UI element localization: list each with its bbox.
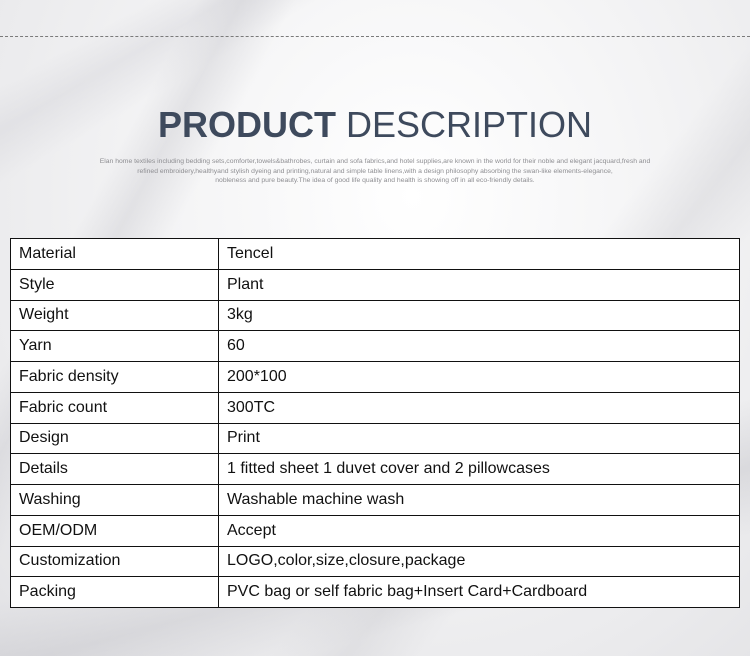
spec-label-cell: Design: [11, 423, 219, 454]
table-row: [11, 485, 740, 516]
table-row: [11, 331, 740, 362]
table-row: [11, 515, 740, 546]
intro-paragraph: [0, 157, 750, 186]
intro-line: nobleness and pure beauty.The idea of good life quality and health is showing off in all eco-friendly details.: [215, 177, 535, 185]
spec-value-cell: 3kg: [219, 300, 740, 331]
spec-label-cell: Washing: [11, 485, 219, 516]
specification-table-body: [11, 239, 740, 608]
table-row: [11, 423, 740, 454]
spec-value-cell: Tencel: [219, 239, 740, 270]
spec-label-cell: Customization: [11, 546, 219, 577]
table-row: [11, 239, 740, 270]
intro-line: Elan home textiles including bedding sets,comforter,towels&bathrobes, curtain and sofa fabrics,and hotel supplies,are known in the world for their noble and elegant jacquard,fresh and: [99, 158, 651, 165]
spec-label-cell: Fabric density: [11, 362, 219, 393]
title-bold-word: PRODUCT: [157, 104, 336, 145]
spec-value-cell: 200*100: [219, 362, 740, 393]
table-row: [11, 362, 740, 393]
spec-label-cell: Details: [11, 454, 219, 485]
spec-label-cell: Style: [11, 269, 219, 300]
spec-label-cell: Material: [11, 239, 219, 270]
spec-label-cell: Weight: [11, 300, 219, 331]
spec-value-cell: Plant: [219, 269, 740, 300]
spec-value-cell: 1 fitted sheet 1 duvet cover and 2 pillowcases: [219, 454, 740, 485]
spec-label-cell: Packing: [11, 577, 219, 608]
table-row: [11, 454, 740, 485]
spec-label-cell: OEM/ODM: [11, 515, 219, 546]
table-row: [11, 546, 740, 577]
table-row: [11, 300, 740, 331]
spec-value-cell: Print: [219, 423, 740, 454]
specification-table: [10, 238, 740, 608]
table-row: [11, 577, 740, 608]
spec-value-cell: PVC bag or self fabric bag+Insert Card+Cardboard: [219, 577, 740, 608]
table-row: [11, 269, 740, 300]
spec-label-cell: Fabric count: [11, 392, 219, 423]
spec-value-cell: Accept: [219, 515, 740, 546]
spec-value-cell: LOGO,color,size,closure,package: [219, 546, 740, 577]
page-title: [0, 104, 750, 146]
intro-line: refined embroidery,healthyand stylish dyeing and printing,natural and simple table linens,with a design philosophy absorbing the swan-like elements-elegance,: [137, 167, 613, 175]
spec-label-cell: Yarn: [11, 331, 219, 362]
top-dashed-divider: [0, 36, 750, 37]
spec-value-cell: 60: [219, 331, 740, 362]
spec-value-cell: 300TC: [219, 392, 740, 423]
title-regular-word: DESCRIPTION: [345, 104, 593, 145]
spec-value-cell: Washable machine wash: [219, 485, 740, 516]
table-row: [11, 392, 740, 423]
